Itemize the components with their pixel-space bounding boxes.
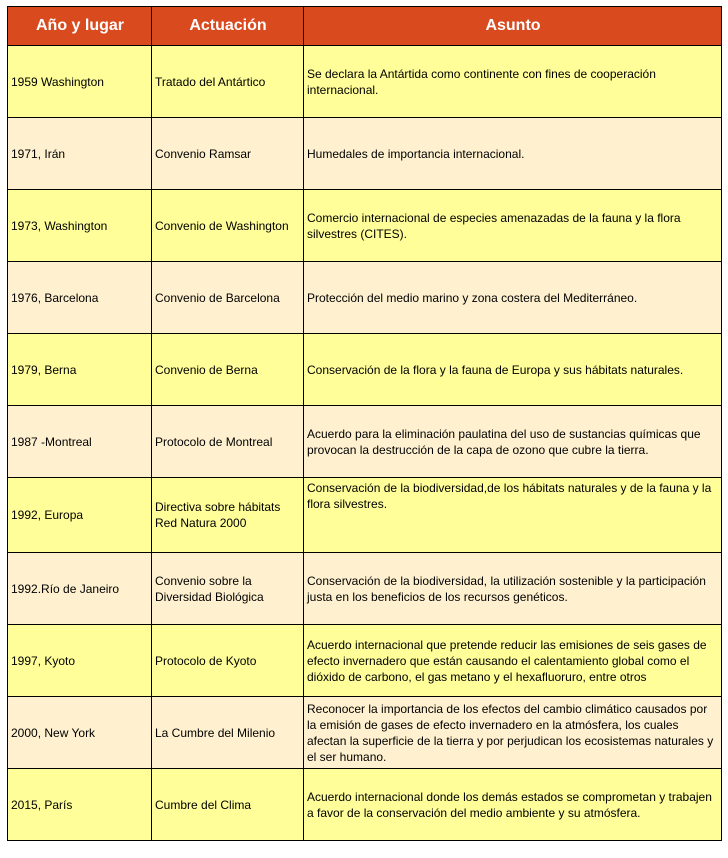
table-row (8, 262, 722, 334)
cell-subject: Conservación de la flora y la fauna de Europa y sus hábitats naturales. (304, 334, 722, 406)
cell-year-place: 2000, New York (8, 697, 152, 769)
table-row (8, 625, 722, 697)
cell-subject: Reconocer la importancia de los efectos del cambio climático causados por la emisión de gases de efecto invernadero en la atmósfera, los cuales afectan la superficie de la tierra y por perjudican los ecosistemas naturales y el ser humano. (304, 697, 722, 769)
header-subject: Asunto (304, 7, 722, 46)
table-row (8, 553, 722, 625)
cell-action: Convenio de Barcelona (152, 262, 304, 334)
table-row (8, 190, 722, 262)
header-row (8, 7, 722, 46)
cell-action: Protocolo de Kyoto (152, 625, 304, 697)
treaties-table (7, 6, 722, 841)
table-row (8, 118, 722, 190)
cell-year-place: 2015, París (8, 769, 152, 841)
table-row (8, 334, 722, 406)
cell-action: Cumbre del Clima (152, 769, 304, 841)
cell-year-place: 1971, Irán (8, 118, 152, 190)
cell-subject: Humedales de importancia internacional. (304, 118, 722, 190)
table-row (8, 46, 722, 118)
cell-action: Convenio sobre la Diversidad Biológica (152, 553, 304, 625)
table-row (8, 697, 722, 769)
cell-subject: Conservación de la biodiversidad, la utilización sostenible y la participación justa en los beneficios de los recursos genéticos. (304, 553, 722, 625)
cell-subject: Acuerdo internacional que pretende reducir las emisiones de seis gases de efecto invernadero que están causando el calentamiento global como el dióxido de carbono, el gas metano y el hexafluoruro, entre otros (304, 625, 722, 697)
cell-subject: Acuerdo internacional donde los demás estados se comprometan y trabajen a favor de la conservación del medio ambiente y su atmósfera. (304, 769, 722, 841)
cell-year-place: 1979, Berna (8, 334, 152, 406)
cell-action: Convenio Ramsar (152, 118, 304, 190)
cell-year-place: 1959 Washington (8, 46, 152, 118)
cell-year-place: 1997, Kyoto (8, 625, 152, 697)
cell-action: La Cumbre del Milenio (152, 697, 304, 769)
cell-year-place: 1973, Washington (8, 190, 152, 262)
cell-year-place: 1992.Río de Janeiro (8, 553, 152, 625)
cell-action: Tratado del Antártico (152, 46, 304, 118)
header-year-place: Año y lugar (8, 7, 152, 46)
table-row (8, 406, 722, 478)
cell-action: Protocolo de Montreal (152, 406, 304, 478)
cell-year-place: 1976, Barcelona (8, 262, 152, 334)
cell-year-place: 1987 -Montreal (8, 406, 152, 478)
cell-year-place: 1992, Europa (8, 478, 152, 553)
cell-subject: Protección del medio marino y zona costera del Mediterráneo. (304, 262, 722, 334)
cell-action: Directiva sobre hábitats Red Natura 2000 (152, 478, 304, 553)
table-row (8, 769, 722, 841)
cell-action: Convenio de Washington (152, 190, 304, 262)
cell-action: Convenio de Berna (152, 334, 304, 406)
cell-subject: Se declara la Antártida como continente con fines de cooperación internacional. (304, 46, 722, 118)
header-action: Actuación (152, 7, 304, 46)
cell-subject: Comercio internacional de especies amenazadas de la fauna y la flora silvestres (CITES). (304, 190, 722, 262)
cell-subject: Acuerdo para la eliminación paulatina del uso de sustancias químicas que provocan la destrucción de la capa de ozono que cubre la tierra. (304, 406, 722, 478)
cell-subject: Conservación de la biodiversidad,de los hábitats naturales y de la fauna y la flora silvestres. (304, 478, 722, 553)
table-row (8, 478, 722, 553)
